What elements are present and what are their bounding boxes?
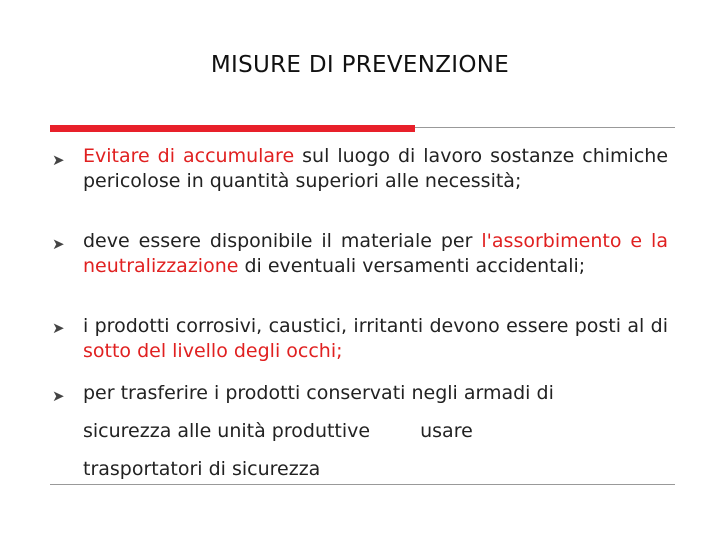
list-item bbox=[83, 144, 668, 193]
arrowhead-bullet-icon: ➤ bbox=[52, 387, 65, 405]
highlight-text: sotto del livello degli occhi; bbox=[83, 339, 343, 362]
title-underline-accent bbox=[50, 125, 415, 132]
list-item bbox=[83, 381, 668, 481]
highlight-text: Evitare di accumulare bbox=[83, 145, 295, 167]
title-underline-rule bbox=[415, 127, 675, 128]
item-text: sicurezza alle unità produttive bbox=[83, 420, 371, 442]
item-text: i prodotti corrosivi, caustici, irritanti devono essere posti al di bbox=[83, 315, 668, 337]
bottom-rule bbox=[50, 484, 675, 485]
list-item bbox=[83, 229, 668, 278]
item-text: di eventuali versamenti accidentali; bbox=[238, 254, 586, 277]
item-line: trasportatori di sicurezza bbox=[83, 458, 321, 480]
arrowhead-bullet-icon: ➤ bbox=[52, 235, 65, 253]
item-line: per trasferire i prodotti conservati negli armadi di bbox=[83, 382, 554, 404]
arrowhead-bullet-icon: ➤ bbox=[52, 151, 65, 169]
list-item bbox=[83, 314, 668, 363]
item-text: deve essere disponibile il materiale per bbox=[83, 230, 482, 252]
item-text: usare bbox=[420, 420, 473, 442]
item-text: sul luogo di lavoro sostanze chimiche pericolose in quantità superiori alle necessità; bbox=[83, 145, 669, 192]
slide-title: MISURE DI PREVENZIONE bbox=[210, 52, 510, 78]
item-line bbox=[83, 419, 668, 443]
highlight-text: l'assorbimento e la neutralizzazione bbox=[83, 230, 668, 277]
arrowhead-bullet-icon: ➤ bbox=[52, 319, 65, 337]
